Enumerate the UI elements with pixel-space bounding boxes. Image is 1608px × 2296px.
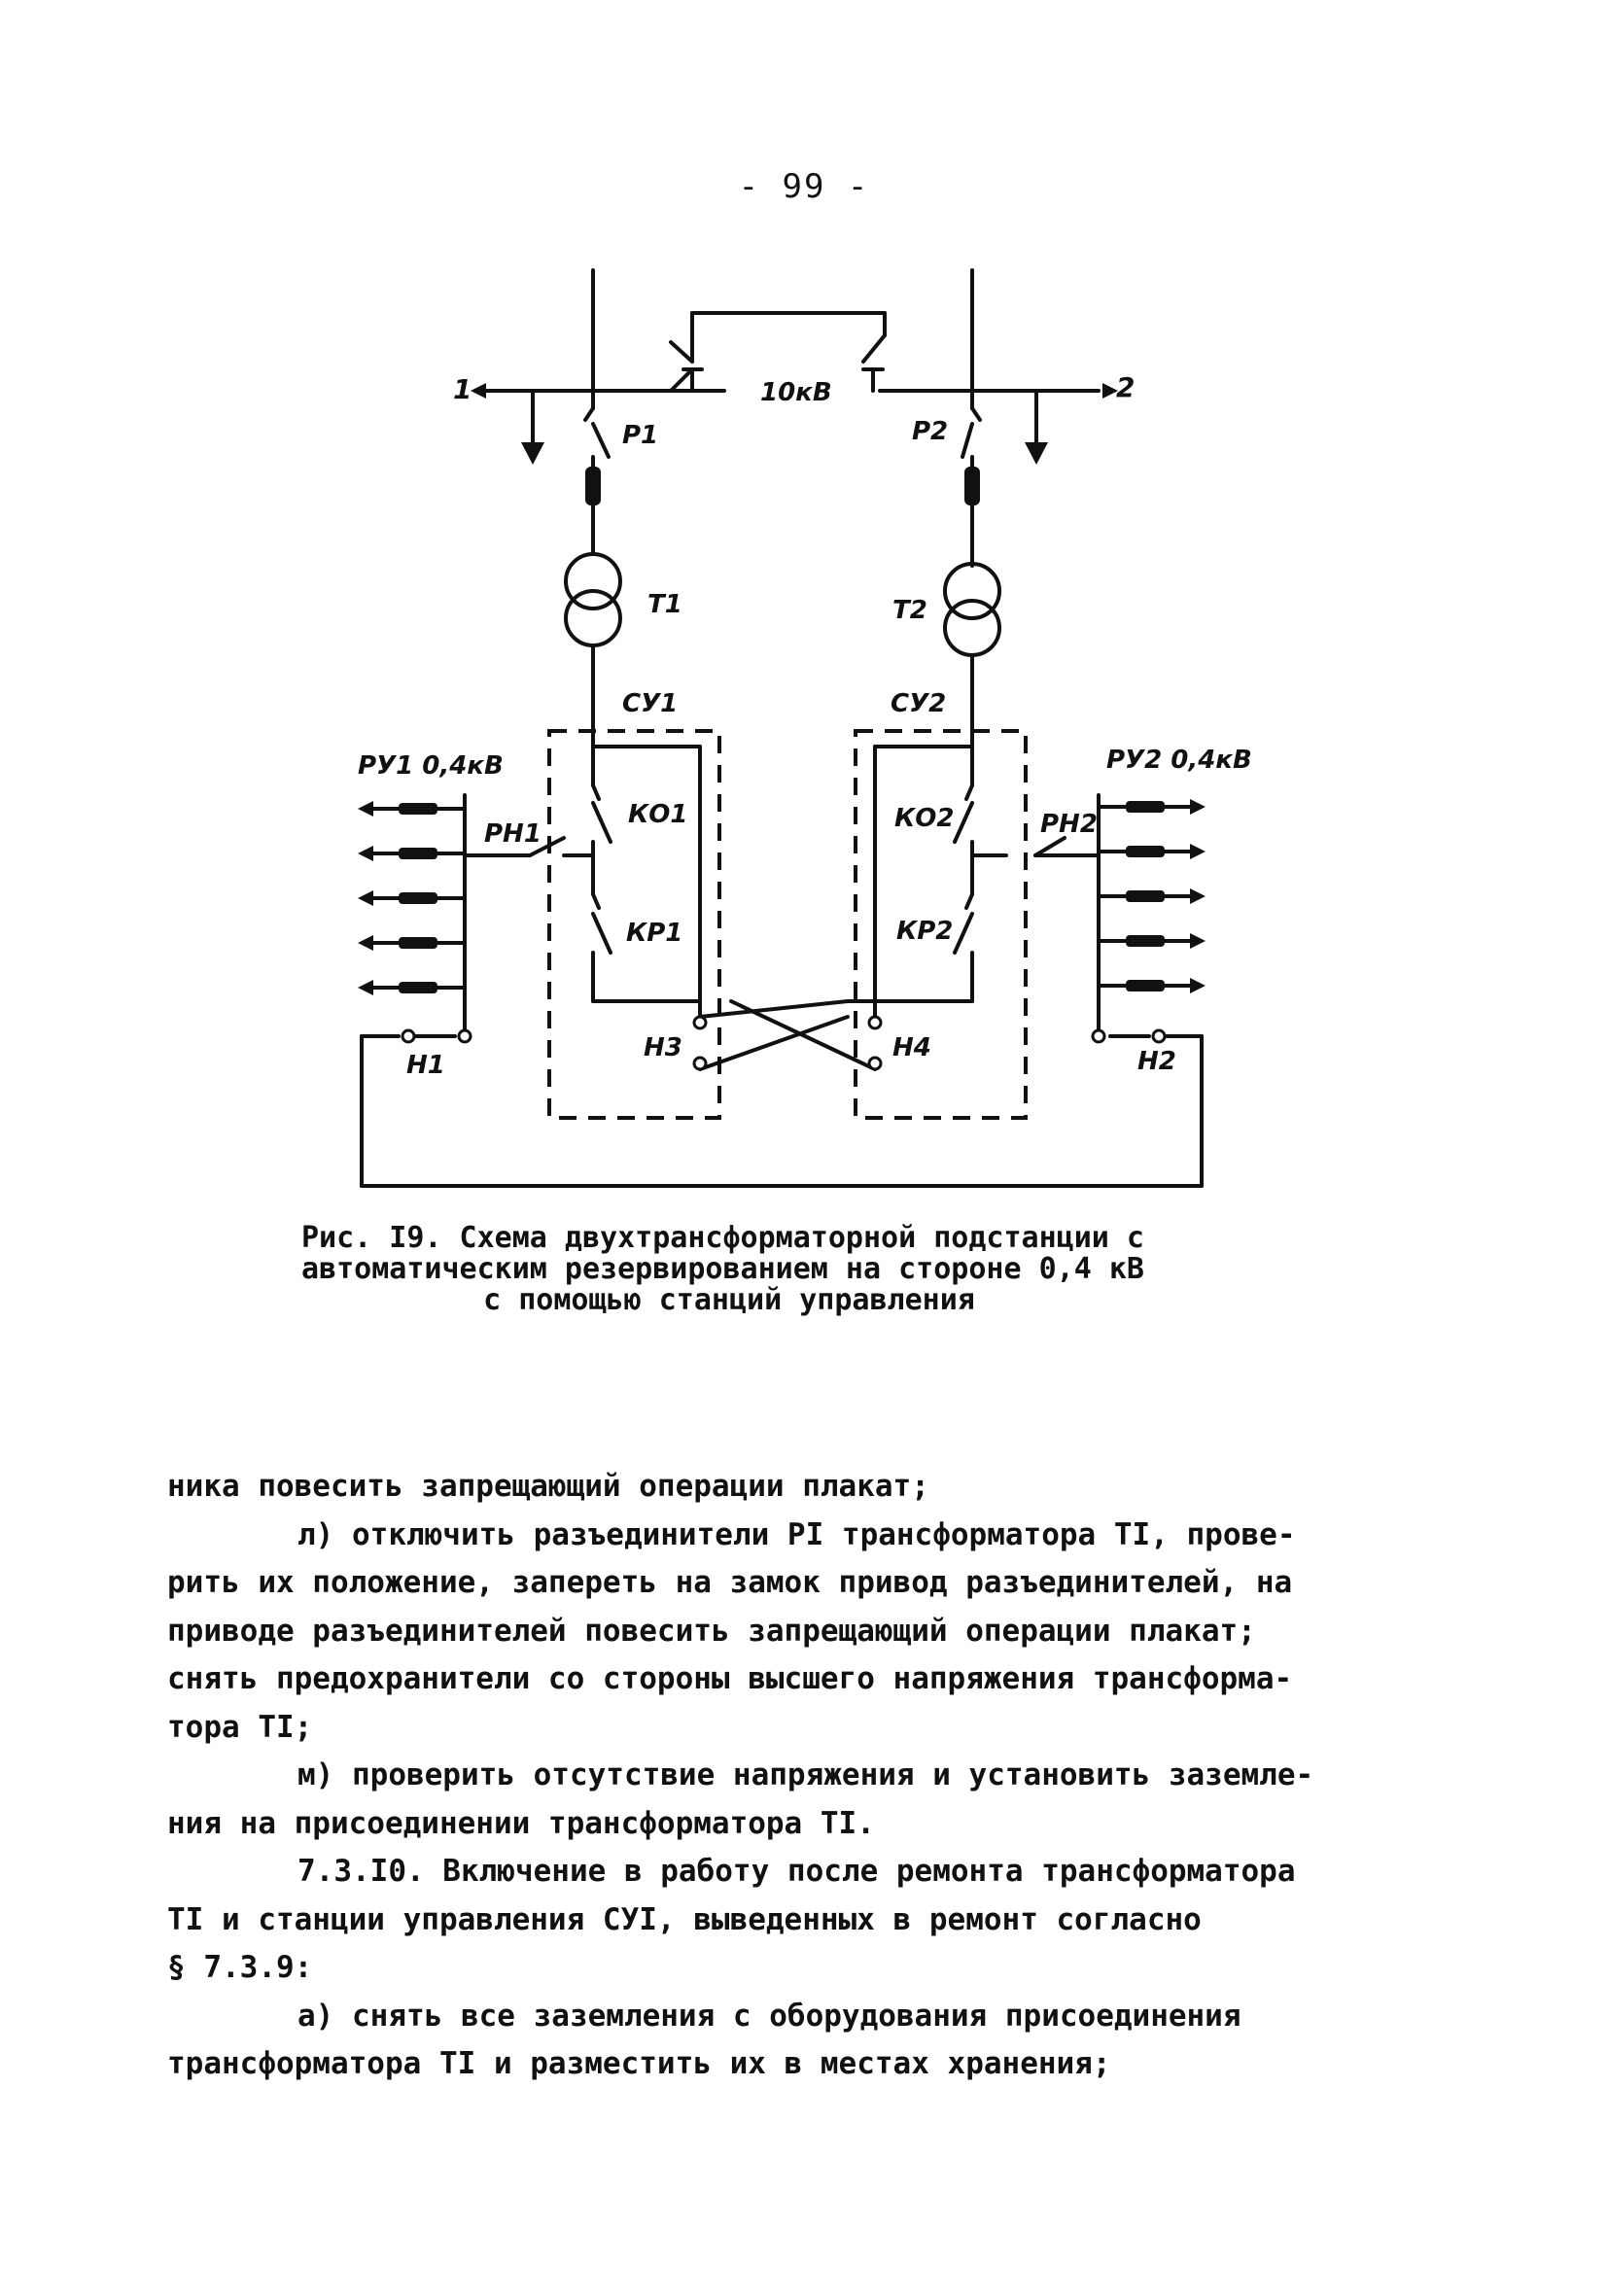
text-line: ника повесить запрещающий операции плакат; (167, 1469, 929, 1504)
transformer-t2-label: Т2 (892, 596, 927, 625)
breaker-ko1-label: КО1 (628, 800, 688, 829)
figure-caption (301, 1223, 1274, 1316)
switchgear-ru1-label: РУ1 0,4кВ (358, 751, 504, 781)
caption-line-3: с помощью станций управления (483, 1283, 975, 1317)
switch-rn1-label: РН1 (484, 819, 542, 849)
breaker-kp1-label: КР1 (626, 919, 683, 948)
text-line: снять предохранители со стороны высшего напряжения трансформа- (167, 1661, 1293, 1696)
switchgear-ru2-label: РУ2 0,4кВ (1106, 746, 1252, 775)
text-line: § 7.3.9: (167, 1950, 313, 1985)
terminal-h2-label: Н2 (1137, 1047, 1176, 1076)
text-line: м) проверить отсутствие напряжения и установить заземле- (297, 1757, 1314, 1792)
transformer-t1-label: Т1 (647, 590, 682, 619)
text-line: рить их положение, запереть на замок привод разъединителей, на (167, 1565, 1293, 1600)
breaker-kp2-label: КР2 (896, 917, 954, 946)
text-line: л) отключить разъединители РI трансформатора ТI, прове- (297, 1516, 1296, 1552)
station-su2-label: СУ2 (891, 689, 947, 718)
caption-line-2: автоматическим резервированием на стороне 0,4 кВ (301, 1252, 1144, 1286)
station-su1-label: СУ1 (622, 689, 679, 718)
terminal-h3-label: Н3 (644, 1033, 682, 1062)
disconnector-p2-label: Р2 (912, 417, 949, 446)
text-line: приводе разъединителей повесить запрещающий операции плакат; (167, 1613, 1256, 1649)
bus-2-label: 2 (1116, 371, 1136, 403)
caption-line-1: Рис. I9. Схема двухтрансформаторной подстанции с (301, 1221, 1144, 1255)
text-line: ния на присоединении трансформатора ТI. (167, 1805, 875, 1841)
text-line: ТI и станции управления СУI, выведенных в ремонт согласно (167, 1901, 1202, 1937)
terminal-h4-label: Н4 (892, 1033, 931, 1062)
disconnector-p1-label: Р1 (622, 421, 659, 450)
text-line: а) снять все заземления с оборудования присоединения (297, 1998, 1241, 2034)
bus-1-label: 1 (453, 373, 472, 405)
text-line: тора ТI; (167, 1709, 313, 1745)
breaker-ko2-label: КО2 (894, 804, 955, 833)
text-line: трансформатора ТI и разместить их в местах хранения; (167, 2046, 1111, 2081)
page-number: - 99 - (738, 167, 870, 206)
terminal-h1-label: Н1 (406, 1051, 445, 1080)
body-text (167, 1463, 1431, 2089)
voltage-label: 10кВ (760, 378, 832, 407)
text-line: 7.3.I0. Включение в работу после ремонта трансформатора (297, 1854, 1296, 1889)
switch-rn2-label: РН2 (1040, 810, 1098, 839)
